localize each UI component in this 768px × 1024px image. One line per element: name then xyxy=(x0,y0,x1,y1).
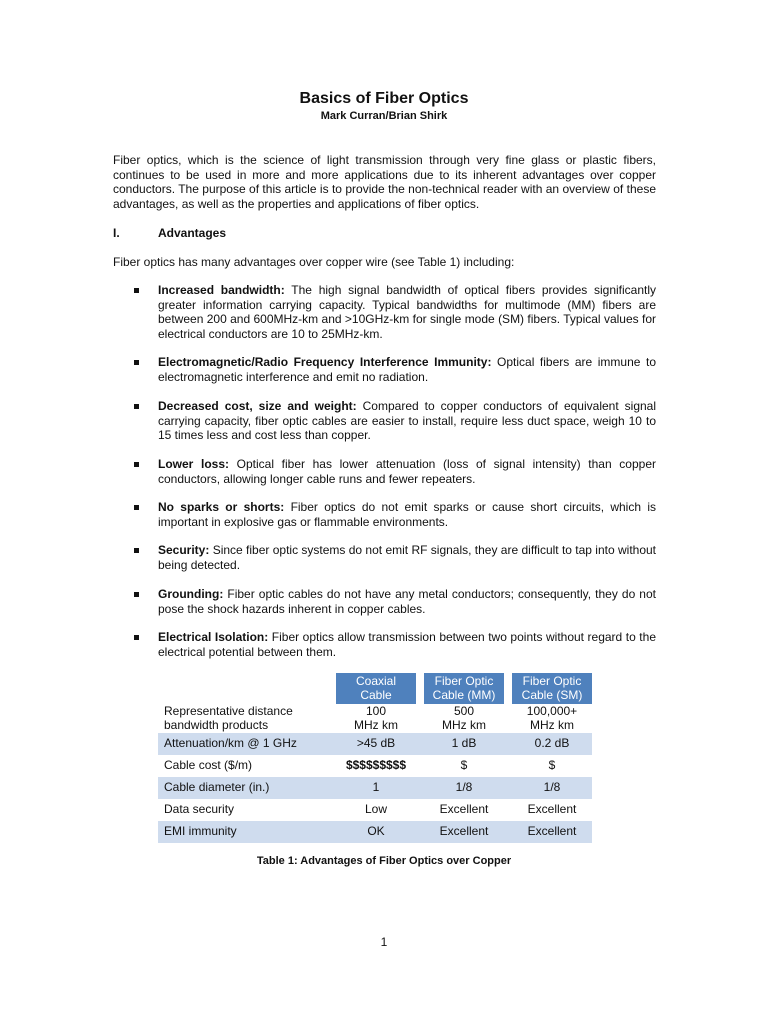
bullet-term: Lower loss: xyxy=(158,457,229,471)
bullet-term: Security: xyxy=(158,543,210,557)
table-cell: 1 dB xyxy=(424,733,504,755)
table-cell: $ xyxy=(548,758,556,773)
bullet-item xyxy=(158,543,656,572)
bullet-item xyxy=(158,399,656,443)
bullet-icon xyxy=(134,592,139,597)
table-row xyxy=(158,704,592,733)
bullet-icon xyxy=(134,462,139,467)
table-corner-cell xyxy=(158,673,328,704)
table-header-row xyxy=(158,673,592,704)
table-cell: 1/8 xyxy=(512,777,592,799)
bullet-text: Compared to copper conductors of equivalent signal carrying capacity, fiber optic cables are easier to install, require less duct space, weigh 10 to 15 times less and cost less than copper. xyxy=(158,399,657,442)
intro-paragraph: Fiber optics, which is the science of light transmission through very fine glass or plastic fibers, continues to be used in more and more applications due to its inherent advantages over copper conductors. The purpose of this article is to provide the non-technical reader with an overview of these advantages, as well as the properties and applications of fiber optics. xyxy=(113,153,656,211)
bullet-icon xyxy=(134,360,139,365)
table-cell: 500 MHz km xyxy=(442,704,486,732)
table-row-label: Representative distance bandwidth products xyxy=(164,704,293,732)
bullet-item xyxy=(158,355,656,384)
lead-paragraph: Fiber optics has many advantages over copper wire (see Table 1) including: xyxy=(113,255,515,269)
bullet-term: Electrical Isolation: xyxy=(158,630,269,644)
table-cell: Excellent xyxy=(527,802,577,817)
table-cell: Excellent xyxy=(439,802,489,817)
table-row xyxy=(158,733,592,755)
bullet-icon xyxy=(134,505,139,510)
bullet-text: Fiber optics allow transmission between two points without regard to the electrical potential between them. xyxy=(158,630,656,659)
table-cell: Low xyxy=(364,802,387,817)
section-title: Advantages xyxy=(158,226,227,240)
bullet-text: Fiber optics do not emit sparks or cause short circuits, which is important in explosive gas or flammable environments. xyxy=(158,500,656,529)
table-row xyxy=(158,777,592,799)
table-caption: Table 1: Advantages of Fiber Optics over Copper xyxy=(256,855,512,867)
bullet-icon xyxy=(134,548,139,553)
bullet-text: Since fiber optic systems do not emit RF signals, they are difficult to tap into without being detected. xyxy=(158,543,657,572)
table-cell: >45 dB xyxy=(336,733,416,755)
table-header-cell: Fiber Optic Cable (SM) xyxy=(512,673,592,704)
table-cell: 1/8 xyxy=(424,777,504,799)
table-row-label: Attenuation/km @ 1 GHz xyxy=(158,733,328,755)
bullet-text: Optical fibers are immune to electromagnetic interference and emit no radiation. xyxy=(158,355,656,384)
section-number: I. xyxy=(113,226,120,240)
table-row xyxy=(158,755,592,777)
table-cell: $ xyxy=(460,758,468,773)
bullet-text: The high signal bandwidth of optical fibers provides significantly greater information carrying capacity. Typical bandwidths for multimode (MM) fibers are between 200 and 600MHz-km and >10GHz-km for single mode (SM) fibers. Typical values for electrical conductors are 10 to 25MHz-km. xyxy=(158,283,657,341)
bullet-term: Increased bandwidth: xyxy=(158,283,285,297)
document-authors: Mark Curran/Brian Shirk xyxy=(320,110,448,122)
page-number: 1 xyxy=(380,935,388,949)
table-cell: 100 MHz km xyxy=(354,704,398,732)
bullet-term: Electromagnetic/Radio Frequency Interference Immunity: xyxy=(158,355,492,369)
bullet-term: Decreased cost, size and weight: xyxy=(158,399,357,413)
table-cell: OK xyxy=(336,821,416,843)
bullet-icon xyxy=(134,635,139,640)
bullet-text: Fiber optic cables do not have any metal conductors; consequently, they do not pose the shock hazards inherent in copper cables. xyxy=(158,587,656,616)
bullet-item xyxy=(158,630,656,659)
table-row-label: Cable diameter (in.) xyxy=(158,777,328,799)
table-cell: Excellent xyxy=(424,821,504,843)
comparison-table xyxy=(158,673,592,843)
bullet-item xyxy=(158,500,656,529)
table-cell: $$$$$$$$$ xyxy=(345,758,407,773)
document-title: Basics of Fiber Optics xyxy=(299,90,469,107)
bullet-text: Optical fiber has lower attenuation (loss of signal intensity) than copper conductors, allowing longer cable runs and fewer repeaters. xyxy=(158,457,656,486)
table-row-label: Data security xyxy=(164,802,235,817)
table-header-cell: Fiber Optic Cable (MM) xyxy=(424,673,504,704)
table-cell: Excellent xyxy=(512,821,592,843)
bullet-term: No sparks or shorts: xyxy=(158,500,285,514)
bullet-item xyxy=(158,283,656,341)
table-row xyxy=(158,799,592,821)
bullet-icon xyxy=(134,404,139,409)
bullet-icon xyxy=(134,288,139,293)
table-row-label: EMI immunity xyxy=(158,821,328,843)
table-cell: 100,000+ MHz km xyxy=(526,704,578,732)
bullet-item xyxy=(158,457,656,486)
table-cell: 1 xyxy=(336,777,416,799)
table-row xyxy=(158,821,592,843)
table-row-label: Cable cost ($/m) xyxy=(164,758,253,773)
table-cell: 0.2 dB xyxy=(512,733,592,755)
bullet-item xyxy=(158,587,656,616)
bullet-term: Grounding: xyxy=(158,587,224,601)
table-header-cell: Coaxial Cable xyxy=(336,673,416,704)
